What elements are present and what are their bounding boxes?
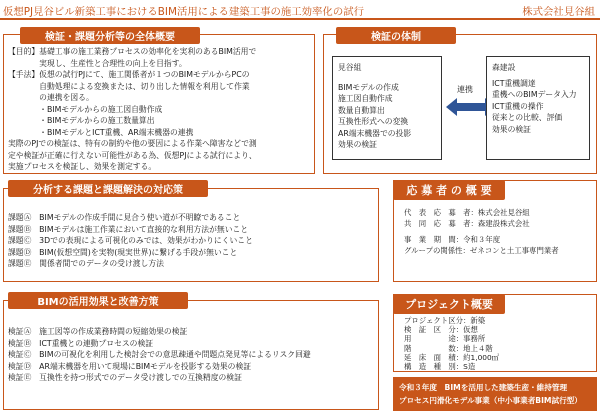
left-box-item: 数量自動算出	[338, 105, 385, 115]
page-title: 仮想PJ見谷ビル新築工事におけるBIM活用による建築工事の施工効率化の試行	[3, 6, 364, 18]
overview-line: 【目的】基礎工事の施工業務プロセスの効率化を実利のあるBIM活用で	[8, 47, 257, 56]
project-line: 検 証 区 分：仮想	[404, 325, 478, 335]
page-header	[0, 0, 600, 20]
right-box-title: 森建設	[492, 63, 516, 72]
program-banner	[393, 377, 597, 411]
left-box-item: 施工図自動作成	[338, 94, 393, 103]
applicant-text	[404, 208, 559, 256]
structure-right-box	[486, 56, 590, 160]
overview-line: の連携を図る。	[8, 93, 94, 102]
left-box-item: 互換性形式への変換	[338, 117, 409, 126]
project-heading: プロジェクト概要	[393, 294, 505, 314]
overview-line: ・BIMモデルからの施工数量算出	[8, 116, 155, 125]
issue-line: 課題Ⓓ BIM(仮想空間)を実物(現実世界)に繋げる手段が無いこと	[8, 247, 238, 257]
overview-line: 実際のPJでの検証は、特有の制約や他の要因による作業へ障害などで測	[8, 139, 257, 148]
project-line: 用 途：事務所	[404, 334, 486, 344]
right-box-item: 従来との比較、評価	[492, 113, 563, 122]
applicant-line: グループの関係性：ゼネコンと土工事専門業者	[404, 245, 559, 255]
link-label: 連携	[457, 85, 473, 94]
left-box-item: BIMモデルの作成	[338, 82, 399, 92]
issue-line: 課題Ⓐ BIMモデルの作成手間に見合う使い道が不明瞭であること	[8, 213, 241, 222]
effect-line: 検証Ⓑ ICT重機との連動プロセスの検証	[8, 338, 154, 348]
effects-text	[8, 326, 311, 384]
overview-line: 実施プロセスを検証し、効果を測定する。	[8, 162, 157, 171]
overview-line: 定や検証が正確に行えない可能性がある為、仮想PJによる試行により、	[8, 150, 257, 160]
applicant-heading: 応 募 者 の 概 要	[393, 180, 505, 200]
issues-heading: 分析する課題と課題解決の対応策	[8, 180, 208, 197]
applicant-line: 代 表 応 募 者：株式会社見谷組	[404, 208, 530, 217]
overview-line: ・BIMモデルとICT重機、AR端末機器の連携	[8, 127, 194, 137]
project-line: 構 造 種 別：S造	[404, 362, 476, 372]
left-box-item: AR端末機器での投影	[338, 128, 412, 138]
effects-heading: BIMの活用効果と改善方策	[8, 292, 188, 309]
overview-line: ・BIMモデルからの施工図自動作成	[8, 104, 163, 114]
program-banner-line2: プロセス円滑化モデル事業（中小事業者BIM試行型）	[399, 396, 582, 405]
applicant-line: 事 業 期 間：令和３年度	[404, 235, 501, 245]
structure-heading: 検証の体制	[336, 27, 456, 44]
overview-line: 自動処理による変換または、切り出した情報を利用して作業	[8, 81, 250, 91]
overview-heading: 検証・課題分析等の全体概要	[20, 27, 200, 44]
overview-text	[8, 46, 257, 173]
issue-line: 課題Ⓔ 関係者間でのデータの受け渡し方法	[8, 259, 164, 268]
project-line: プロジェクト区分：新築	[404, 316, 486, 325]
structure-left-box	[332, 56, 442, 160]
project-text	[404, 316, 499, 371]
effect-line: 検証Ⓓ AR端末機器を用いて現場にBIMモデルを投影する効果の検証	[8, 361, 252, 371]
overview-line: 実現し、生産性と合理性の向上を目指す。	[8, 58, 187, 68]
right-box-item: ICT重機の操作	[492, 101, 544, 111]
effect-line: 検証Ⓐ 施工図等の作成業務時間の短縮効果の検証	[8, 327, 188, 336]
overview-line: 【手法】仮想の試行PJにて、施工関係者が１つのBIMモデルからPCの	[8, 70, 250, 79]
project-line: 階 数：地上４階	[404, 343, 493, 353]
effect-line: 検証Ⓔ 互換性を持つ形式でのデータ受け渡しでの互換精度の検証	[8, 373, 242, 382]
left-box-title: 見谷組	[338, 63, 362, 72]
applicant-line: 共 同 応 募 者：森建設株式会社	[404, 218, 530, 228]
project-line: 延 床 面 積：約1,000㎡	[404, 352, 500, 362]
issues-text	[8, 212, 253, 270]
right-box-item: 効果の検証	[492, 124, 531, 134]
program-banner-line1: 令和３年度 BIMを活用した建築生産・維持管理	[399, 383, 568, 392]
left-box-item: 効果の検証	[338, 140, 377, 149]
issue-line: 課題Ⓑ BIMモデルは施工作業において直接的な利用方法が無いこと	[8, 224, 249, 234]
organization-name: 株式会社見谷組	[522, 6, 595, 18]
right-box-item: 重機へのBIMデータ入力	[492, 90, 577, 99]
issue-line: 課題Ⓒ 3Dでの表現による可視化のみでは、効果がわかりにくいこと	[8, 236, 253, 245]
effect-line: 検証Ⓒ BIMの可視化を利用した検討会での意思疎通や問題点発見等によるリスク回避	[8, 350, 311, 359]
right-box-item: ICT重機調達	[492, 78, 536, 88]
